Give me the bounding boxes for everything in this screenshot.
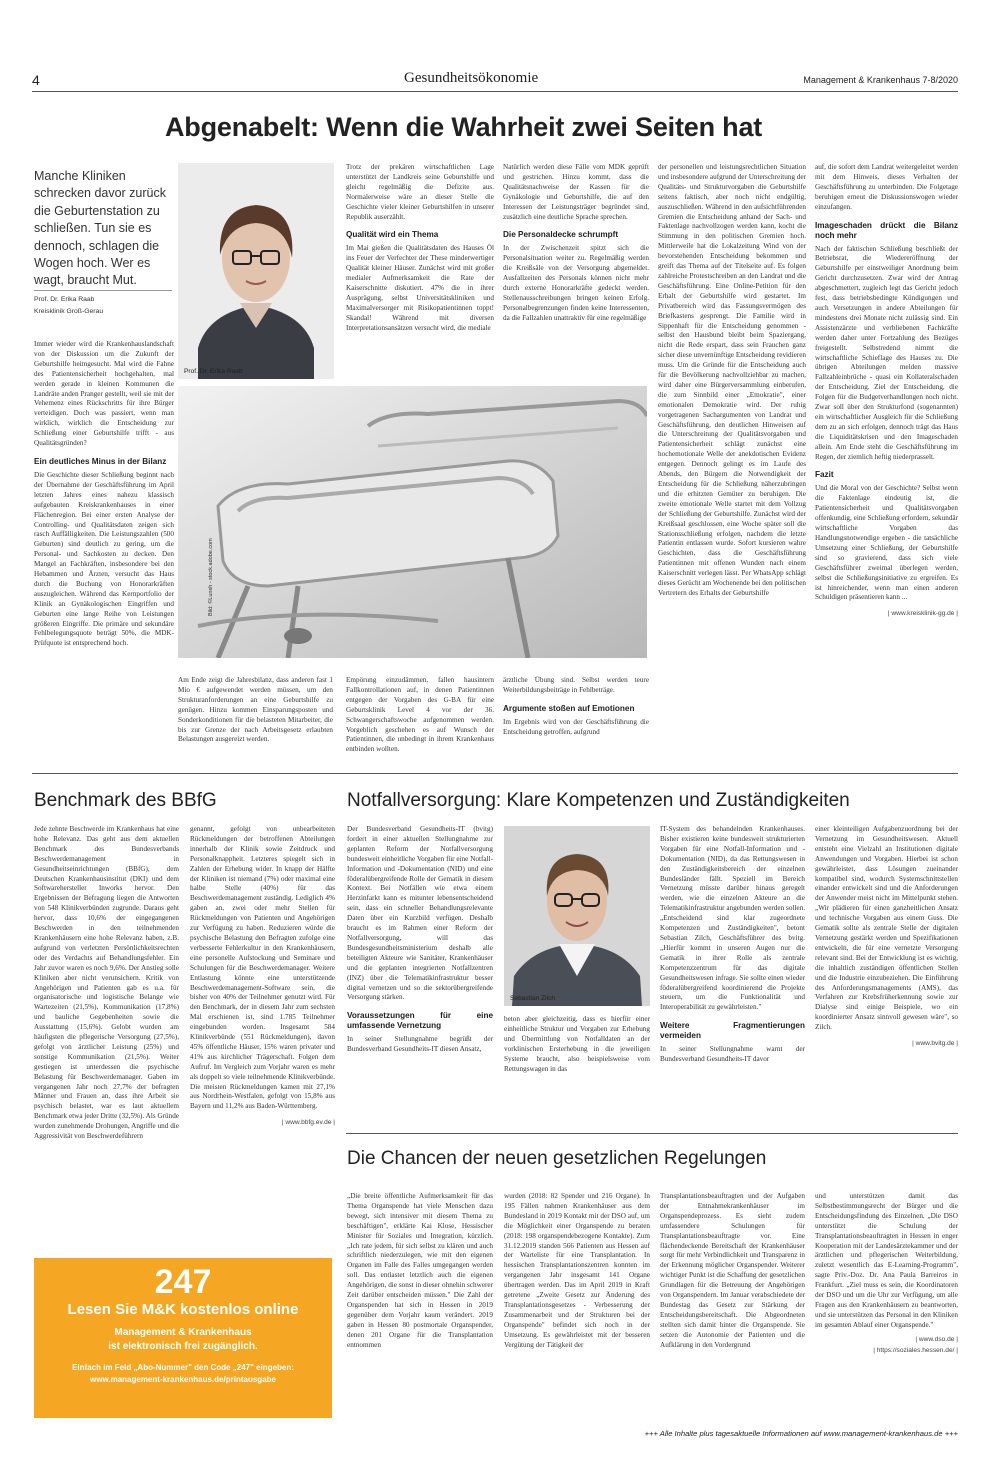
photo-baby-cribs [178,386,647,658]
chancen-source1: | www.dso.de | [915,1335,958,1343]
main-col4 [658,163,806,765]
cribs-image [178,386,647,658]
main-col5 [815,163,958,763]
subhead-fazit: Fazit [815,470,834,480]
below-img-col4 [503,676,649,766]
page-number: 4 [32,72,40,88]
zilch-caption: Sebastian Zilch [510,995,556,1002]
notfall-heading: Notfallversorgung: Klare Kompetenzen und Zuständigkeiten [347,790,850,811]
chancen-col2-text: wurden (2018: 82 Spender und 216 Organe). In 195 Fällen nahmen Krankenhäuser aus dem Bundesland in 2019 Kontakt mit der DSO auf, um die Möglichkeit einer Organspende zu beraten (2018: 198 organspendebezogene Kontakte). Zum 31.12.2019 standen 566 Patienten aus Hessen auf der Warteliste für eine Transplantation. In hessischen Transplantationszentren konnten im vergangenen Jahr insgesamt 141 Organe übertragen werden. Das im April 2019 in Kraft getretene „Zweite Gesetz zur Änderung des Transplantationsgesetzes - Verbesserung der Zusammenarbeit und der Strukturen bei der Organspende" befindet sich noch in der Umsetzung. Es gewährleistet mit der besseren Vergütung der Tätigkeit der [504,1192,650,1349]
header-rule [32,91,958,92]
notfall-col1-text2: In seiner Stellungnahme begrüßt der Bundesverband Gesundheits-IT diesen Ansatz, [347,1035,493,1054]
main-col1 [34,340,174,765]
notfall-col1 [347,825,493,1125]
subhead-voraussetzungen: Voraussetzungen für eine umfassende Vernetzung [347,1011,493,1031]
main-col3 [503,163,649,379]
chancen-heading: Die Chancen der neuen gesetzlichen Regelungen [347,1148,767,1169]
notfall-source: | www.bvitg.de | [912,1040,958,1048]
promo-number: 247 [154,1263,212,1301]
main-col2-text2: Im Mai gießen die Qualitätsdaten des Hauses Öl ins Feuer der Verfechter der These minderwertiger Qualität kleiner Häuser. Zunächst wird mit großer medialer Aufmerksamkeit die Rate der Kaiserschnitte diskutiert. 47% die in ihrer Ausprägung, selbst Universitätskliniken und Maximalversorger mit Risikopatientinnen toppt! Skandal! Während mit diversen Interpretationsansätzen versucht wird, die mediale [346,244,494,332]
notfall-col3-text2: In seiner Stellungnahme warnt der Bundesverband Gesundheits-IT davor [660,1045,805,1064]
main-col1-text: Immer wieder wird die Krankenhauslandschaft von der Diskussion um die Zukunft der Geburtshilfe heimgesucht. Mal wird die Fahne des Patientensicherheit hochgehalten, mal werden gerade in kleinen Kommunen die Landräte anden Pranger gestellt, weil sie mit der Vehemenz eines Rückschritts für ihre Bürger verteidigen. Doch was passiert, wenn man wirklich, wirklich die Entscheidung zur Schließung einer Geburtshilfe trifft - aus Qualitätsgründen? [34,340,174,448]
notfall-col3-text: IT-System des behandelnden Krankenhauses. Bisher existieren keine bundesweit strukturierten Vorgaben für eine Notfall-Information und -Dokumentation (NID), da das Rettungswesen in den Zuständigkeitsbereich der einzelnen Bundesländer fällt. Speziell im Bereich Vernetzung müsste darüber hinaus geregelt werden, wie die einzelnen Akteure an die Telematikinfrastruktur angebunden werden sollen. „Entscheidend sind klar zugeordnete Kompetenzen und Zuständigkeiten", betont Sebastian Zilch, Geschäftsführer des bvitg. „Hierfür kommt in unseren Augen nur die Gematik in ihrer Rolle als zentrale Kompetenzzentrum für das digitale Gesundheitswesen infrage. Sie sollte einen wieder föderalübergreifend koordinierend die Projekte steuern, um die Funktionalität und Interoperabilität zu gewährleisten." [660,825,805,1012]
subhead-personal: Die Personaldecke schrumpft [503,230,619,240]
promo-line4: Einfach im Feld „Abo-Nummer" den Code „247" eingeben: [72,1363,294,1372]
subhead-fragmentierung: Weitere Fragmentierungen vermeiden [660,1021,805,1041]
zilch-image [504,826,650,1006]
notfall-col1-text: Der Bundesverband Gesundheits-IT (bvitg) fordert in einer aktuellen Stellungnahme zur geplanten Reform der Notfallversorgung bundesweit einheitliche Vorgaben für eine Notfall-Information und -Dokumentation (NID) und eine föderalübergreifende Rolle der Gematik in diesem Kontext. Bei Notfällen wie etwa einem Herzinfarkt kann es mitunter lebensentscheidend sein, dass ein schneller Behandlungsrelevante Daten über ein Kurzbild verfügen. Deshalb braucht es im Rahmen einer Reform der Notfallversorgung, will das Bundesgesundheitsministerium deshalb alle beteiligten Akteure wie Sanitäter, Krankenhäuser und die geplanten integrierten Notfallzentren (INZ) über die Telematikinfrastruktur besser digital vernetzen und so die sektorübergreifende Versorgung stärken. [347,825,493,1002]
chancen-col2 [504,1192,650,1407]
chancen-col1-text: „Die breite öffentliche Aufmerksamkeit für das Thema Organspende hat viele Menschen dazu bewegt, sich intensiver mit diesem Thema zu beschäftigen", erklärte Kai Klose, Hessischer Minister für Soziales und Integration, kürzlich. „Ich rate jedem, für sich selbst zu klären und auch schriftlich niederzulegen, wie mit den eigenen Organen im Falle des Falles umgegangen werden soll. Das entlastet letztlich auch die eigenen Angehörigen, die sonst in dieser ohnehin schwerer Zeit darüber entscheiden müssen." Die Zahl der Organspenden hat sich in Hessen in 2019 gegenüber dem Vorjahr kaum verändert. 2019 gaben in Hessen 80 postmortale Organspender, denen 201 Organe für die Transplantation entnommen [347,1192,493,1349]
subhead-qualitaet: Qualität wird ein Thema [346,230,439,240]
promo-line1: Lesen Sie M&K kostenlos online [67,1301,299,1318]
article-lead: Manche Kliniken schrecken davor zurück die Geburtenstation zu schließen. Tun sie es dennoch, schlagen die Wogen hoch. Wer es wagt, braucht Mut. [34,169,167,288]
benchmark-col2-text: genannt, gefolgt von unbearbeiteten Rückmeldungen der betroffenen Abteilungen innerhalb der Klinik sowie Zeitdruck und Personalknappheit. Letzteres spiegelt sich in Zahlen der Erhebung wider. In knapp der Hälfte der Kliniken ist niemand (7%) oder maximal eine halbe Stelle (40%) für das Beschwerdemanagement zuständig. Lediglich 4% gaben an, zwei oder mehr Stellen für Rückmeldungen von Patienten und Angehörigen zur Verfügung zu haben. Reduzieren würde die psychische Belastung den Befragten zufolge eine verbesserte Fehlerkultur in den Krankenhäusern, eine personelle Aufstockung und Seminare und Schulungen für die Beschwerdemanager. Weitere Entlastung könnte eine unterstützende Beschwerdemanagement-Software sein, die bisher von 40% der Teilnehmer genutzt wird. Für den Benchmark, der in diesem Jahr zum sechsten Mal erschienen ist, sind 1.785 Teilnehmer eingebunden worden. Insgesamt 584 Klinikverbünde (551 Rückmeldungen), davon 45% öffentliche Häuser, 15% waren privater und 41% aus kirchlicher Trägerschaft. Folgen dem Aufruf. Im Vergleich zum Vorjahr waren es mehr als doppelt so viele teilnehmende Klinikverbünde. Die meisten Rückmeldungen kamen mit 27,1% aus Nordrhein-Westfalen, gefolgt von 15,8% aus Bayern und 11,2% aus Baden-Württemberg. [190,825,335,1111]
footer-link[interactable]: +++ Alle Inhalte plus tagesaktuelle Informationen auf www.management-krankenhaus.de +++ [644,1429,958,1438]
main-col5-text1: auf, die sofort dem Landrat weitergeleitet werden mit dem Hinweis, dieses Verhalten der Geschäftsführung zu unterbinden. Die Folgetage beruhigen erneut die Diskussionswogen wieder einzufangen. [815,163,958,211]
promo-line2: Management & Krankenhaus [114,1327,252,1338]
section-rule-1 [32,773,958,774]
subhead-minus: Ein deutliches Minus in der Bilanz [34,456,167,466]
below-img-col2 [178,676,333,766]
photo-credit: Bild: ©Lunsh - stock.adobe.com [208,538,214,616]
publication-name: Management & Krankenhaus 7-8/2020 [803,75,958,85]
lead-rule [34,290,172,291]
main-col2 [346,163,494,379]
benchmark-heading: Benchmark des BBfG [34,790,217,811]
benchmark-col1-text: Jede zehnte Beschwerde im Krankenhaus hat eine hohe Relevanz. Das geht aus dem aktuellen Benchmark des Bundesverbands Beschwerdemanagement in Gesundheitseinrichtungen (BBfG), dem Deutschen Krankenhausinstitut (DKI) und dem Softwarehersteller Inworks hervor. Den Ergebnissen der Befragung liegen die Antworten von 548 Klinikverbünden zugrunde. Daraus geht hervor, dass 10,6% der eingegangenen Beschwerden in den teilnehmenden Krankenhäusern eine hohe Relevanz haben, z.B. aufgrund von verletzten Persönlichkeitsrechten oder des Verdachts auf Behandlungsfehler. Ein Jahr zuvor waren es noch 9,6%. Der Anstieg solle Kliniken aber nicht verunsichern. Kritik von Angehörigen und Patienten gab es u.a. für organisatorische und logistische Belange wie Wartezeiten (21,5%), Kommunikation (17,8%) und bauliche Gegebenheiten sowie die Ausstattung (15,6%). Gelobt wurden am häufigsten die pflegerische Versorgung (27,5%), gefolgt von ärztlicher Leistung (25%) und sonstige Kommunikation (21,5%). Weiter gestiegen ist unterdessen die psychische Belastung für Beschwerdemanager. Gaben im vergangenen Jahr noch 27,7% der befragten Männer und Frauen an, dass ihre Arbeit sie psychisch belastet, war es laut aktuellem Benchmark etwa jeder Dritte (32,5%). Als Gründe wurden zunehmende Drohungen, Angriffe und die Aggressivität von Beschwerdeführern [34,825,179,1141]
subhead-imageschaden: Imageschaden drückt die Bilanz noch mehr [815,220,958,240]
portrait-sebastian-zilch [504,826,650,1006]
main-col4-text: der personellen und leistungsrechtlichen Situation und insbesondere aufgrund der Unterschreitung der Qualitäts- und Strukturvorgaben die Geburtshilfe seitens faktisch, aber noch nicht endgültig, auszuschließen. Während in den aufsichtführenden Gremien die Entscheidung anhand der Sach- und Faktenlage nachvollzogen werden kann, kocht die Stimmung in den politischen Gremien hoch. Mittlerweile hat die Lokalzeitung Wind von der bevorstehenden Entscheidung bekommen und greift das Thema auf der Titelseite auf. Es folgen zahlreiche Protestschreiben an den Landrat und die Geschäftsführung. Eine Online-Petition für den Erhalt der Geburtshilfe wird gestartet. Im Privatbereich wird das Fassungsvermögen des Briefkastens gesprengt. Die Familie wird in Sippenhaft für die Entscheidung genommen - selbst den Hausbund bleibt beim Spaziergang, nicht die Rede erspart, dass sein Frauchen ganz sicher diese unvernünftige Entscheidung revidieren muss. Um die Gründe für die Entscheidung auch für die Bevölkerung nachvollziehbar zu machen, wird daher eine Bürgerversammlung einberufen, die zum Sinnbild einer „Emokratie", einer emotionalen Demokratie wird. Der ruhig vorgetragenen Sachargumenten von Landrat und Geschäftsführung, den deutlichen Hinweisen auf die Unterschreitung der Qualitätsvorgaben und Patientensicherheit schlägt zunächst eine hochemotionale Welle der anekdotischen Evidenz entgegen. Dennoch gelingt es im Laufe des Abends, den Bürgern die Notwendigkeit der Entscheidung für die Schließung näherzubringen und die erhitzten Gemüter zu beruhigen. Die zweite emotionale Welle startet mit dem Vollzug der Schließung der Geburtshilfe. Zunächst wird der Kreißsaal geschlossen, eine Woche später soll die Stationsschließung erfolgen, nachdem die letzte Patientin entlassen wurde. Sofort kursieren wahre Geschichten, dass die Geschäftsführung Patientinnen mit offenen Wunden nach einem Kaiserschnitt verlegen lässt. Per WhatsApp schlägt dieses Gerücht am Wochenende bei den politischen Vertretern des Erhalts der Geburtshilfe [658,163,806,597]
main-col1-text2: Die Geschichte dieser Schließung beginnt nach der Übernahme der Geschäftsführung im April letzten Jahres eines nahezu klassisch aufgebauten Kreiskrankenhauses in einer Flächenregion. Bei einer ersten Analyse der Controlling- und Qualitätsdaten zeigen sich rasch Auffälligkeiten. Die Leistungszahlen (500 Geburten) sind deutlich zu gering, um die Personal- und Sachkosten zu decken. Den Mangel an Fachkräften, insbesondere bei den Hebammen und Ärzten, versucht das Haus durch die Buchung von Honorarkräften auszugleichen. Während das Kernportfolio der Klinik an Gynäkologischen Eingriffen und Geburten eine lange Reihe von Leistungen größeren Eingriffe. Die primäre und sekundäre Fehlbelegungsquote beträgt 50%, die MDK-Prüfquote ist entsprechend hoch. [34,470,174,648]
notfall-col4-text: einer kleinteiligen Aufgabenzuordnung bei der Vernetzung im Gesundheitswesen. Aktuell entsteht eine Vielzahl an Institutionen digitale Anwendungen und Vorgaben. Hierbei ist schon gewährleistet, dass Lösungen zueinander kompatibel sind, wodurch Systemschnittstellen einander entwickelt sind und die Anforderungen der Anwender meist nicht im Mittelpunkt stehen. „Wir plädieren für einen ganzheitlichen Ansatz und technische Vorgaben aus einem Guss. Die Gematik sollte als zentrale Stelle der digitalen Vernetzung gestärkt werden und Spezifikationen entwickeln, die für eine vernetzte Versorgung relevant sind. Bei der Entwicklung ist es wichtig, die inhaltlich zuständigen öffentlichen Stellen und die Industrie einzubeziehen. Die Einführung des Anforderungsmanagements (AMS), das Verfahren zur Krebsfrüherkennung sowie zur Dialyse sind einige Beispiele, wo ein koordinierter Ansatz sinnvoll gewesen wäre", so Zilch. [815,825,958,1032]
main-source: | www.kreisklinik-gg.de | [887,610,958,618]
promo-link[interactable]: www.management-krankenhaus.de/printausgabe [90,1375,276,1384]
benchmark-col2 [190,825,335,1237]
promo-line3: ist elektronisch frei zugänglich. [108,1341,258,1352]
chancen-col1 [347,1192,493,1407]
subhead-argumente: Argumente stoßen auf Emotionen [503,703,635,713]
section-rule-2 [346,1133,958,1134]
author-org: Kreisklinik Groß-Gerau [34,308,104,315]
portrait-image [178,163,334,379]
notfall-col2-below [504,1015,650,1125]
below-img-col4-text-a: ärztliche Übung sind. Selbst werden teure Weiterbildungsbeiträge in Fehlbeträge. [503,676,649,694]
benchmark-col1 [34,825,179,1237]
portrait-caption: Prof. Dr. Erika Raab [184,368,243,375]
chancen-col4 [815,1192,958,1407]
main-col3-text1: Natürlich werden diese Fälle vom MDK geprüft und gestrichen. Hinzu kommt, dass die Qualitätsnachweise der Kassen für die Gynäkologie und Geburtshilfe, die auf den Interessen der Leistungsträger begründet sind, zusätzlich eine deutliche Sprache sprechen. [503,163,649,221]
chancen-source2: | https://soziales.hessen.de/ | [873,1346,958,1354]
main-col5-text2: Nach der faktischen Schließung beschließt der Betriebsrat, die Wiedereröffnung der Geburtshilfe per einstweiliger Anordnung beim Gericht durchzusetzen. Zwar wird der Antrag abgeschmettert, zugleich legt das Gericht jedoch fest, dass betriebsbedingte Kündigungen und auch Versetzungen in andere Abteilungen für mindestens drei Monate nicht zulässig sind. Ein Assistenzärzte und verbliebenen Fachkräfte werden daher unter Fortzahlung des Bezüges freigestellt. Selbstredend nimmt die wirtschaftliche Schieflage des Hauses zu. Die übrigen Abteilungen melden massive Fallzahleinbrüche - quasi ein Kollateralschaden der Entscheidung. Ziel der Entscheidung, die Folgen für die Budgetverhandlungen noch nicht. Zwar soll über den Strukturfond (sogenannten) ein wirtschaftlicher Ausgleich für die Schließung dem zu an sich erfolgen, dennoch trägt das Haus die Liquiditätskrisen und den Imageschaden allein. Am Ende steht die Geschäftsführung im Regen, der ziemlich heftig niederprasselt. [815,244,958,461]
chancen-col4-text: und unterstützen damit das Selbstbestimmungsrecht der Bürger und die Entscheidungsfindung des Einzelnen. „Die DSO unterstützt die Schulung der Transplantationsbeauftragten in Hessen in enger Kooperation mit der Landesärztekammer und der ärztlichen und pflegerischen Weiterbildung, zuletzt wesentlich das E-Learning-Programm", sagte Priv.-Doz. Dr. Ana Paula Barreiros in Frankfurt. „Ziel muss es sein, die Koordinatoren der DSO und um die Uhr zur Verfügung, um alle Fragen aus den Krankenhäusern zu beantworten, und sie unterstützen das Personal in den Kliniken im gesamten Ablauf einer Organspende." [815,1192,958,1329]
below-img-col3 [346,676,494,766]
author-name: Prof. Dr. Erika Raab [34,296,95,303]
section-title: Gesundheitsökonomie [404,70,539,86]
notfall-col3 [660,825,805,1125]
portrait-erika-raab [178,163,334,379]
notfall-col4 [815,825,958,1125]
main-col3-text2: In der Zwischenzeit spitzt sich die Personalsituation weiter zu. Regelmäßig werden die Kreißsäle von der Versorgung abgemeldet. Ausfallzeiten des Personals können nicht mehr durch externe Honorarkräfte gedeckt werden. Stellenausschreibungen bringen keinen Erfolg. Personalbegrenzungen finden keine Interessenten, da die Fallzahlen unattraktiv für eine regelmäßige [503,244,649,322]
below-img-col4-text-b: Im Ergebnis wird von der Geschäftsführung die Entscheidung getroffen, aufgrund [503,717,649,736]
promo-box[interactable] [34,1258,332,1418]
chancen-col3-text: Transplantationsbeauftragten und der Aufgaben der Entnahmekrankenhäuser im Organspendeprozess. Es sieht zudem umfassendere Schulungen für Transplantationsbeauftragte vor. Eine flächendeckende Bereitschaft der Krankenhäuser sorgt für mehr Verbindlichkeit und Transparenz in der Erkennung möglicher Organspender. Weiterer wichtiger Punkt ist die Schaffung der gesetzlichen Grundlagen für die Betreuung der Angehörigen von Organspendern. Im Januar verabschiedete der Bundestag das Gesetz zur Stärkung der Entscheidungsbereitschaft. Die Abgeordneten stellten sich damit hinter die Organspende. Sie setzen die Autonomie der Patienten und die Aufklärung in den Vordergrund [660,1192,805,1349]
main-headline: Abgenabelt: Wenn die Wahrheit zwei Seiten hat [165,112,763,142]
below-img-col2-text: Am Ende zeigt die Jahresbilanz, dass anderen fast 1 Mio € aufgewendet werden müssen, um den Strukturanforderungen an eine Geburtshilfe zu genügen. Hinzu kommen Einsparungsposten und Sonderkonditionen für die belasteten Mitarbeiter, die bis zur Grenze der nach Arbeitsgesetz erlaubten Belastungen ausgereizt werden. [178,676,333,744]
chancen-col3 [660,1192,805,1407]
main-col2-text1: Trotz der prekären wirtschaftlichen Lage unterstützt der Landkreis seine Geburtshilfe und gleicht regelmäßig die Defizite aus. Normalerweise wäre an dieser Stelle die Geschichte vieler kleiner Geburtshilfen in unserer Republik auserzählt. [346,163,494,221]
main-col5-text3: Und die Moral von der Geschichte? Selbst wenn die Faktenlage eindeutig ist, die Patientensicherheit und Qualitätsvorgaben offenkundig, eine Schließung erfordern, sekundär wirtschaftliche Vorgaben das Handlungsnotwendige ergeben - die tatsächliche Umsetzung einer Schließung, der Geburtshilfe sind so gravierend, dass sich viele Geschäftsführer zweimal überlegen werden, selbst die Schließungsinitiative zu ergreifen. Es ist hinreichender, wenn man einen anderen Schuldigen präsentieren kann ... [815,484,958,602]
benchmark-source: | www.bbfg.ev.de | [281,1119,335,1127]
below-img-col3-text: Empörung einzudämmen, fallen hausintern Fallkontrollationen auf, in denen Patientinnen entgegen der Vorgaben des G-BA für eine Geburtsklinik Level 4 vor der 36. Schwangerschaftswoche aufgenommen werden. Vorgeblich geschehen es auf Wunsch der Patientinnen, die unbedingt in ihrem Krankenhaus entbinden wollten. [346,676,494,754]
notfall-col2-text: beton aber gleichzeitig, dass es hierfür einer einheitliche Struktur und Vorgaben zur Erhebung und Übermittlung von Notfalldaten an der vorklinischen Ersterhebung in die jeweiligen Systeme braucht, also beispielsweise vom Rettungswagen in das [504,1015,650,1073]
